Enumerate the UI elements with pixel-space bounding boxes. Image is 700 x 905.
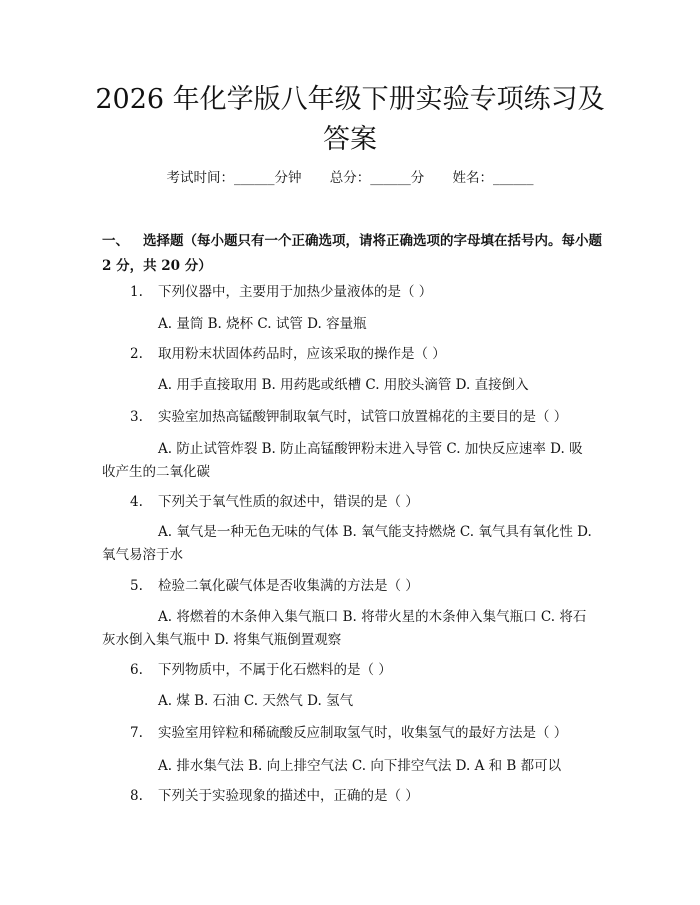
question-3-options: A. 防止试管炸裂 B. 防止高锰酸钾粉末进入导管 C. 加快反应速率 D. 吸收产生的二氧化碳: [102, 441, 583, 480]
question-6-options: A. 煤 B. 石油 C. 天然气 D. 氢气: [158, 693, 354, 709]
section-number: 一、: [102, 233, 129, 249]
question-number: 2.: [130, 346, 143, 362]
question-2-options: A. 用手直接取用 B. 用药匙或纸槽 C. 用胶头滴管 D. 直接倒入: [158, 377, 529, 393]
exam-time-field: 考试时间：______分钟: [166, 170, 302, 186]
question-text: 实验室加热高锰酸钾制取氧气时，试管口放置棉花的主要目的是（ ）: [158, 409, 568, 425]
question-text: 检验二氧化碳气体是否收集满的方法是（ ）: [158, 578, 419, 594]
question-5: [102, 576, 602, 597]
section-instructions: 选择题（每小题只有一个正确选项，请将正确选项的字母填在括号内。每小题 2 分，共 20 分）: [102, 233, 602, 274]
question-text: 取用粉末状固体药品时，应该采取的操作是（ ）: [158, 346, 446, 362]
question-text: 下列仪器中，主要用于加热少量液体的是（ ）: [158, 284, 433, 300]
question-number: 5.: [130, 578, 143, 594]
question-2: [102, 344, 602, 365]
page-title: 2026 年化学版八年级下册实验专项练习及答案: [95, 84, 605, 155]
student-name-field: 姓名：______: [452, 170, 534, 186]
section-heading: [102, 229, 602, 279]
question-3: [102, 407, 602, 428]
question-8: [102, 786, 602, 807]
question-6: [102, 660, 602, 681]
question-1-options: A. 量筒 B. 烧杯 C. 试管 D. 容量瓶: [158, 316, 367, 332]
question-number: 6.: [130, 662, 143, 678]
question-text: 下列关于氧气性质的叙述中，错误的是（ ）: [158, 494, 419, 510]
question-number: 7.: [130, 725, 143, 741]
question-number: 3.: [130, 409, 143, 425]
question-4-options: A. 氧气是一种无色无味的气体 B. 氧气能支持燃烧 C. 氧气具有氧化性 D. 氧气易溶于水: [102, 524, 592, 563]
question-number: 4.: [130, 494, 143, 510]
question-text: 实验室用锌粒和稀硫酸反应制取氢气时，收集氢气的最好方法是（ ）: [158, 725, 568, 741]
question-number: 1.: [130, 284, 143, 300]
question-text: 下列关于实验现象的描述中，正确的是（ ）: [158, 788, 419, 804]
exam-info: [0, 168, 700, 188]
question-number: 8.: [130, 788, 143, 804]
question-7-options: A. 排水集气法 B. 向上排空气法 C. 向下排空气法 D. A 和 B 都可以: [158, 758, 562, 774]
total-score-field: 总分：______分: [329, 170, 425, 186]
question-7: [102, 723, 602, 744]
question-5-options: A. 将燃着的木条伸入集气瓶口 B. 将带火星的木条伸入集气瓶口 C. 将石灰水倒入集气瓶中 D. 将集气瓶倒置观察: [102, 609, 587, 648]
question-1: [102, 282, 602, 303]
question-4: [102, 492, 602, 513]
question-text: 下列物质中，不属于化石燃料的是（ ）: [158, 662, 392, 678]
